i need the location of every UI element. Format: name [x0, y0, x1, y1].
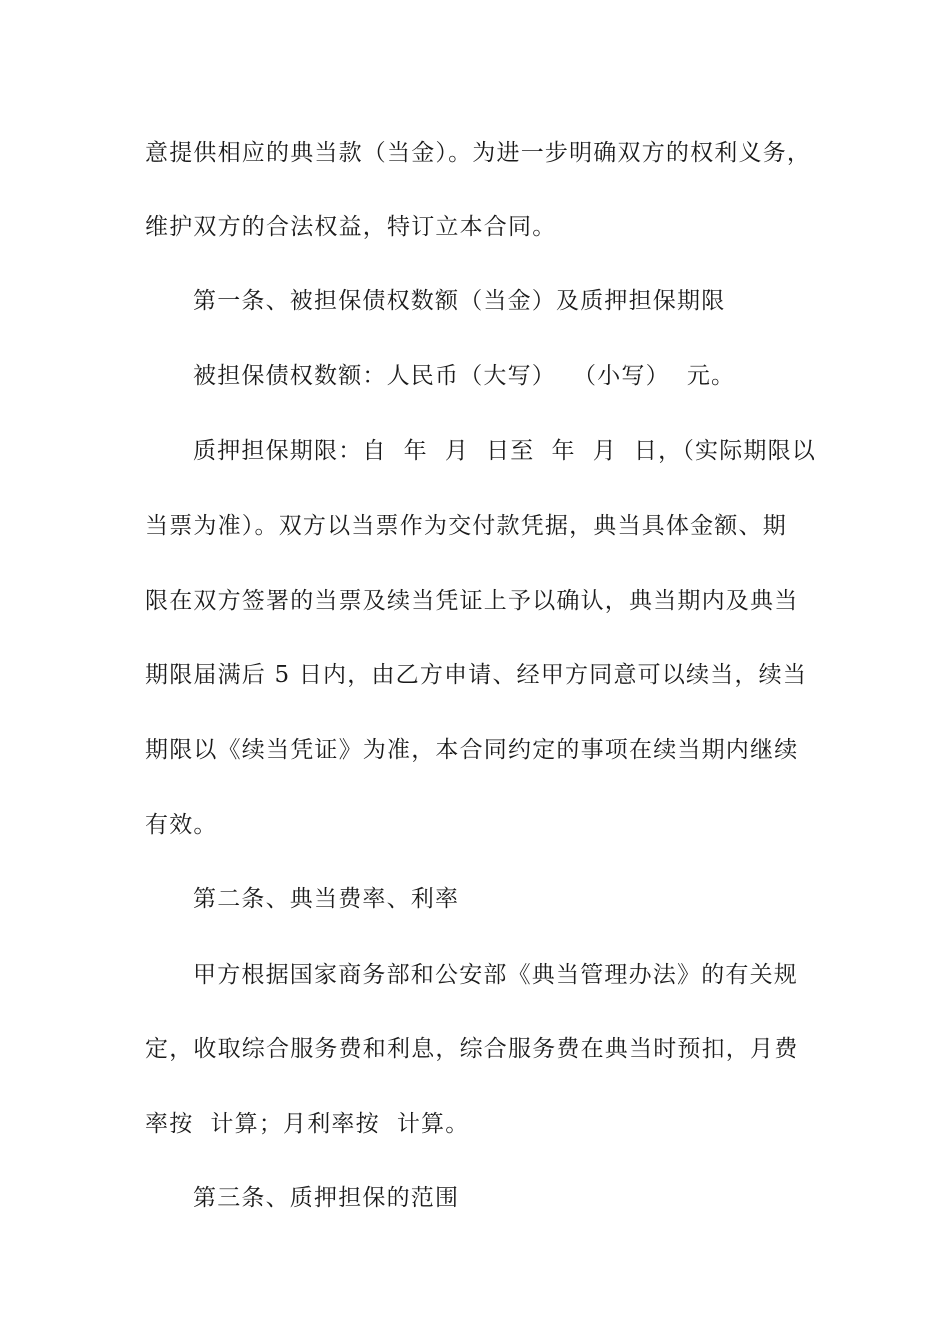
paragraph-line: 限在双方签署的当票及续当凭证上予以确认，典当期内及典当	[145, 588, 799, 614]
article-heading: 第一条、被担保债权数额（当金）及质押担保期限	[193, 288, 726, 314]
paragraph-line: 意提供相应的典当款（当金）。为进一步明确双方的权利义务，	[145, 140, 812, 166]
paragraph-line: 期限以《续当凭证》为准，本合同约定的事项在续当期内继续	[145, 737, 799, 763]
paragraph-line: 质押担保期限：自 年 月 日至 年 月 日，（实际期限以	[193, 438, 817, 464]
paragraph-line: 维护双方的合法权益，特订立本合同。	[145, 214, 557, 240]
paragraph-line: 当票为准）。双方以当票作为交付款凭据，典当具体金额、期	[145, 513, 787, 539]
paragraph-line: 甲方根据国家商务部和公安部《典当管理办法》的有关规	[193, 962, 798, 988]
article-heading: 第三条、质押担保的范围	[193, 1185, 460, 1211]
paragraph-line: 被担保债权数额：人民币（大写） （小写） 元。	[193, 363, 736, 389]
paragraph-line: 期限届满后 5 日内，由乙方申请、经甲方同意可以续当，续当	[145, 662, 808, 688]
paragraph-line: 有效。	[145, 812, 218, 838]
paragraph-line: 定，收取综合服务费和利息，综合服务费在典当时预扣，月费	[145, 1036, 799, 1062]
paragraph-line: 率按 计算；月利率按 计算。	[145, 1111, 470, 1137]
article-heading: 第二条、典当费率、利率	[193, 886, 460, 912]
